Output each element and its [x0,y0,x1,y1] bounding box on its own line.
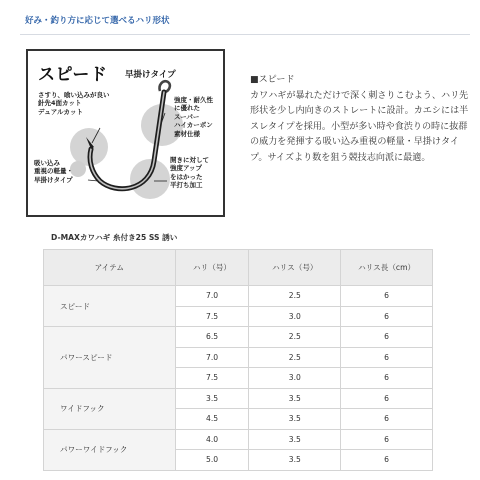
spec-table [43,249,433,471]
hook-type-title: スピード [38,65,108,85]
highlight-circle-bend [130,159,170,199]
leader-length-cell: 6 [341,429,433,450]
leader-size-cell: 3.5 [249,388,341,409]
hook-diagram-panel [26,49,225,217]
table-title: D-MAXカワハギ 糸付き25 SS 誘い [51,233,178,242]
leader-length-cell: 6 [341,306,433,327]
callout-lightweight: 吸い込み 重視の軽量・ 早掛けタイプ [34,159,73,184]
item-cell: ワイドフック [44,388,176,429]
hook-size-cell: 7.0 [175,347,249,368]
header-hook-size: ハリ（号） [175,250,249,286]
leader-size-cell: 3.0 [249,368,341,389]
table-row [44,286,433,307]
heading-divider [20,34,470,35]
leader-length-cell: 6 [341,347,433,368]
leader-length-cell: 6 [341,409,433,430]
hook-size-cell: 7.0 [175,286,249,307]
leader-size-cell: 2.5 [249,327,341,348]
hook-size-cell: 7.5 [175,306,249,327]
description-body: カワハギが暴れただけで深く刺さりこむよう、ハリ先形状を少し内向きのストレートに設計。カエシには半スレタイプを採用。小型が多い時や食渋りの時に抜群の威力を発揮する吸い込み重視の軽量・早掛けタイプ。サイズより数を狙う競技志向派に最適。 [250,90,469,163]
leader-size-cell: 2.5 [249,347,341,368]
hook-size-cell: 7.5 [175,368,249,389]
callout-flat-forged: 開きに対して 強度アップ をはかった 平打ち加工 [170,156,209,190]
section-heading: 好み・釣り方に応じて選べるハリ形状 [25,16,170,26]
hook-size-cell: 4.5 [175,409,249,430]
item-cell: スピード [44,286,176,327]
leader-length-cell: 6 [341,450,433,471]
callout-cutting-edge: さすり、喰い込みが良い 針先4面カット デュアルカット [38,91,110,116]
hook-size-cell: 5.0 [175,450,249,471]
hook-size-cell: 4.0 [175,429,249,450]
leader-length-cell: 6 [341,388,433,409]
hook-size-cell: 3.5 [175,388,249,409]
header-leader-length: ハリス長（cm） [341,250,433,286]
callout-high-carbon: 強度・耐久性 に優れた スーパー ハイカーボン 素材仕様 [174,96,213,138]
table-row [44,388,433,409]
leader-size-cell: 3.0 [249,306,341,327]
leader-size-cell: 3.5 [249,409,341,430]
leader-size-cell: 3.5 [249,429,341,450]
leader-length-cell: 6 [341,368,433,389]
item-cell: パワーワイドフック [44,429,176,470]
table-row [44,429,433,450]
header-item: アイテム [44,250,176,286]
header-leader-size: ハリス（号） [249,250,341,286]
hook-description [250,73,472,166]
item-cell: パワースピード [44,327,176,389]
leader-length-cell: 6 [341,286,433,307]
table-row [44,327,433,348]
leader-size-cell: 2.5 [249,286,341,307]
leader-size-cell: 3.5 [249,450,341,471]
hook-type-subtitle: 早掛けタイプ [125,70,176,80]
table-header-row [44,250,433,286]
description-title: ■スピード [250,75,295,85]
leader-length-cell: 6 [341,327,433,348]
hook-size-cell: 6.5 [175,327,249,348]
